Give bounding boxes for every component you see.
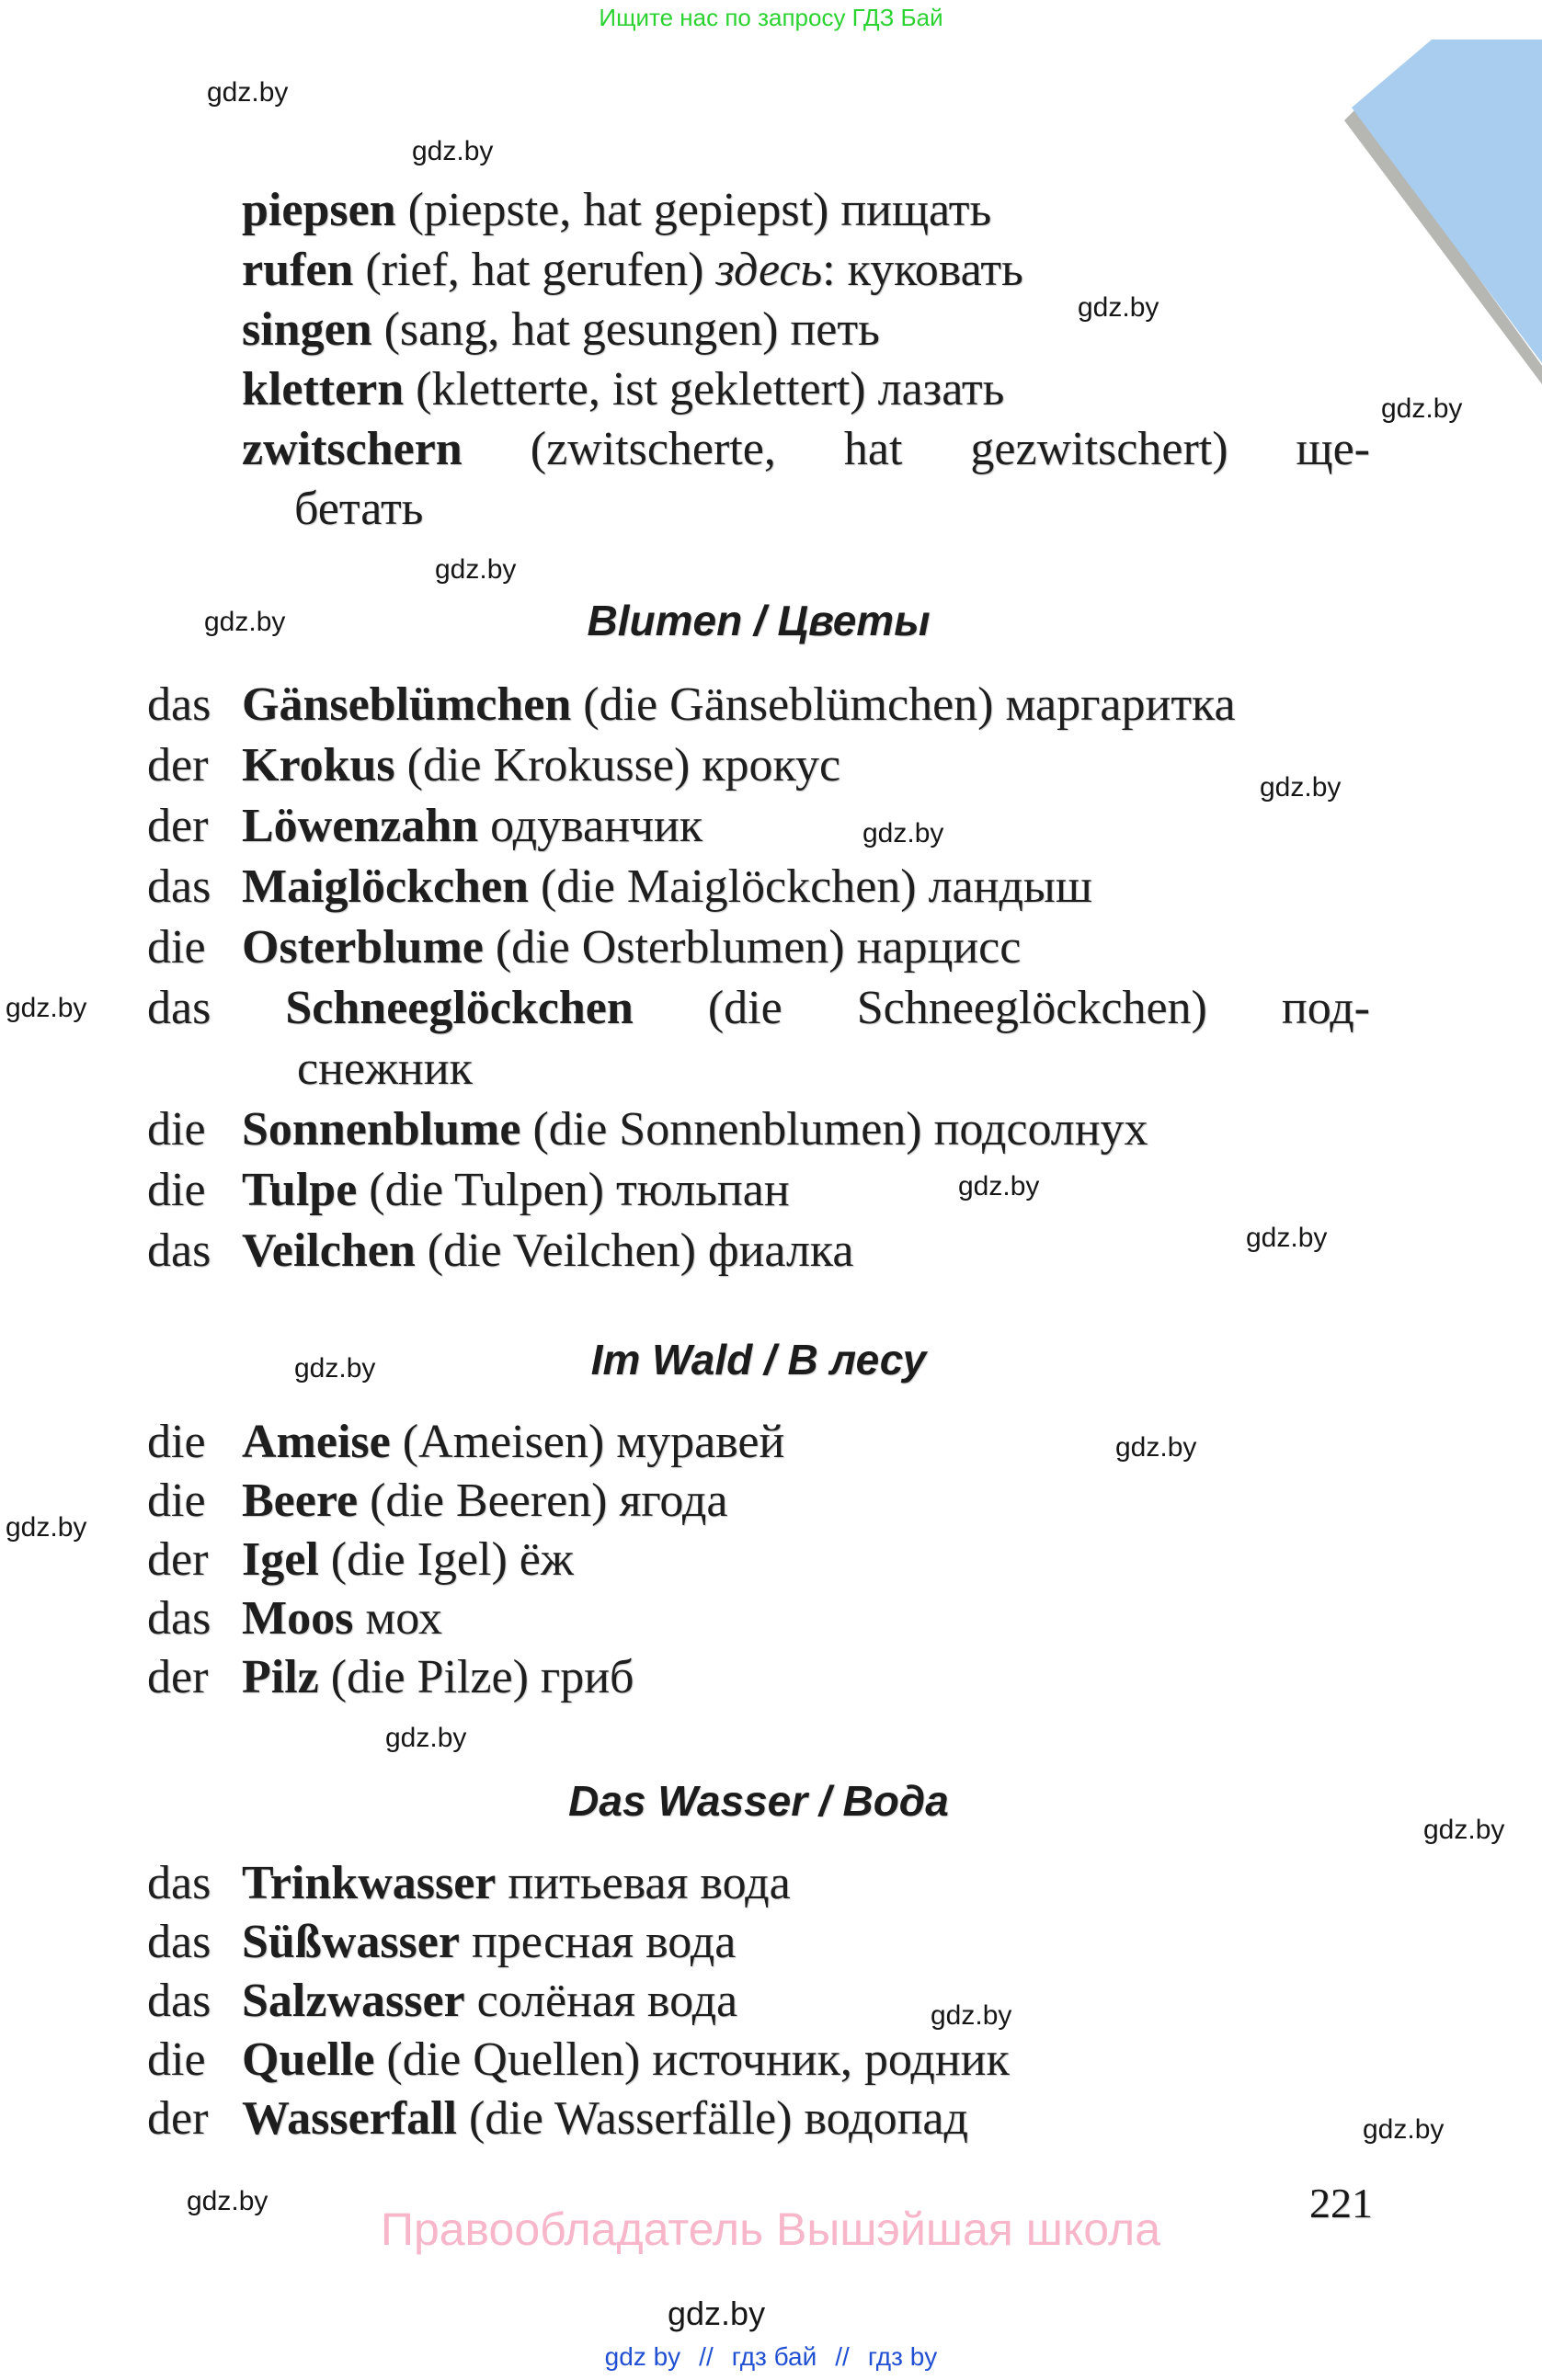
term-details: (Ameisen) муравей (390, 1416, 785, 1468)
term-details: (kletterte, ist geklettert) лазать (404, 363, 1005, 416)
gdz-watermark: gdz.by (1078, 292, 1159, 323)
article: das (147, 1224, 211, 1277)
section-heading-das-wasser: Das Wasser / Вода (568, 1777, 949, 1825)
article: der (147, 2092, 209, 2145)
row-text (242, 1913, 1370, 1972)
article: die (147, 1164, 206, 1216)
wrapped-syllable (242, 479, 1370, 539)
gdz-watermark: gdz.by (187, 2186, 268, 2216)
term-details: (die Quellen) источник, родник (374, 2033, 1010, 2086)
german-term: Sonnenblume (242, 1103, 521, 1156)
footer-links (0, 2342, 1542, 2372)
gdz-watermark: gdz.by (1260, 772, 1342, 803)
vocab-line (242, 419, 1370, 479)
term-details: (sang, hat gesungen) петь (371, 303, 880, 356)
row-text (242, 1221, 1370, 1281)
wrapped-syllable-text: снежник (297, 1042, 473, 1095)
german-term: Tulpe (242, 1164, 358, 1216)
german-term: Gänseblümchen (242, 678, 572, 731)
copyright-notice: Правообладатель Вышэйшая школа (381, 2203, 1160, 2255)
term-details: (die Beeren) ягода (358, 1475, 728, 1527)
article: das (147, 1592, 211, 1645)
article: das (147, 860, 211, 913)
term-details: (rief, hat gerufen) (353, 244, 716, 296)
gdz-watermark: gdz.by (1363, 2114, 1445, 2145)
row-text (242, 1160, 1370, 1221)
row-text (242, 1099, 1370, 1160)
vocab-row (147, 675, 1370, 735)
term-details: (die Tulpen) тюльпан (357, 1164, 790, 1216)
vocab-line (242, 300, 1370, 359)
vocab-row (147, 1972, 1370, 2031)
row-text (242, 2090, 1370, 2148)
article: das (147, 678, 211, 731)
corner-blue-shape (1352, 40, 1542, 363)
vocab-row (147, 796, 1370, 857)
page-number: 221 (1309, 2180, 1373, 2226)
note-tail: : куковать (822, 244, 1023, 296)
vocab-row (147, 1589, 1370, 1648)
article: die (147, 1416, 206, 1468)
german-term: piepsen (242, 184, 396, 236)
gdz-watermark: gdz.by (1423, 1815, 1505, 1845)
gdz-watermark: gdz.by (435, 554, 517, 585)
article: das (147, 982, 211, 1034)
row-text (242, 917, 1370, 978)
vocab-row (147, 1854, 1370, 1913)
vocab-row (147, 1913, 1370, 1972)
german-term: Wasserfall (242, 2092, 457, 2145)
german-term: Veilchen (242, 1224, 416, 1277)
article: der (147, 1651, 209, 1703)
footer-link-gdz-by[interactable]: gdz by (604, 2342, 681, 2371)
footer-link-gdz-by2[interactable]: гдз by (867, 2342, 938, 2371)
german-term: Igel (242, 1533, 319, 1586)
german-term: Ameise (242, 1416, 391, 1468)
vocab-row (147, 2090, 1370, 2148)
german-term: Trinkwasser (242, 1857, 497, 1909)
term-details: (zwitscherte, hat gezwitschert) ще- (462, 423, 1370, 475)
term-details: (die Gänseblümchen) маргаритка (571, 678, 1236, 731)
vocab-list-das-wasser (147, 1854, 1370, 2148)
article: die (147, 1103, 206, 1156)
german-term: Löwenzahn (242, 800, 479, 852)
vocab-row (147, 1221, 1370, 1281)
vocab-row (147, 857, 1370, 917)
row-text (242, 1472, 1370, 1531)
german-term: Beere (242, 1475, 359, 1527)
vocab-row (147, 1472, 1370, 1531)
gdz-watermark: gdz.by (862, 818, 944, 848)
term-details: (die Veilchen) фиалка (415, 1224, 854, 1277)
german-term: klettern (242, 363, 405, 416)
article: die (147, 921, 206, 974)
article: das (147, 1916, 211, 1968)
term-details: (die Maiglöckchen) ландыш (528, 860, 1092, 913)
banner-text: Ищите нас по запросу ГДЗ Бай (599, 4, 943, 31)
wrapped-syllable-text: бетать (294, 483, 424, 535)
article: der (147, 1533, 209, 1586)
term-details: (die Osterblumen) нарцисс (483, 921, 1022, 974)
term-details: питьевая вода (496, 1857, 791, 1909)
german-term: Maiglöckchen (242, 860, 529, 913)
gdz-watermark: gdz.by (412, 136, 494, 166)
term-details: (piepste, hat gepiepst) пищать (395, 184, 992, 236)
gdz-watermark: gdz.by (1115, 1432, 1197, 1463)
german-term: zwitschern (242, 423, 463, 475)
row-text (242, 735, 1370, 796)
article: das (147, 1975, 211, 2027)
vocab-line (242, 240, 1370, 300)
row-text (242, 1854, 1370, 1913)
verb-vocabulary-list (242, 180, 1370, 539)
term-details: (die Igel) ёж (318, 1533, 574, 1586)
term-details: (die Schneeglöckchen) под- (633, 982, 1370, 1034)
gdz-watermark: gdz.by (958, 1171, 1040, 1201)
row-text (242, 1531, 1370, 1589)
vocab-row (147, 735, 1370, 796)
gdz-watermark: gdz.by (931, 2000, 1012, 2031)
term-details: солёная вода (464, 1975, 738, 2027)
article: das (147, 1857, 211, 1909)
gdz-watermark: gdz.by (207, 77, 289, 108)
vocab-row (147, 917, 1370, 978)
term-details: (die Krokusse) крокус (394, 739, 841, 791)
row-text (242, 1972, 1370, 2031)
gdz-watermark: gdz.by (385, 1723, 467, 1753)
row-text (242, 2031, 1370, 2090)
vocab-row (147, 1160, 1370, 1221)
german-term: Pilz (242, 1651, 319, 1703)
vocab-row (147, 1099, 1370, 1160)
german-term: Moos (242, 1592, 354, 1645)
term-details: пресная вода (459, 1916, 737, 1968)
gdz-watermark: gdz.by (6, 1512, 87, 1543)
row-text (242, 857, 1370, 917)
german-term: Schneeglöckchen (285, 982, 634, 1034)
german-term: Süßwasser (242, 1916, 460, 1968)
vocab-line (242, 359, 1370, 419)
term-details: одуванчик (478, 800, 703, 852)
term-details: (die Pilze) гриб (318, 1651, 634, 1703)
vocab-row (147, 1648, 1370, 1707)
section-heading-im-wald: Im Wald / В лесу (590, 1336, 927, 1384)
footer-link-gdz-bai[interactable]: гдз бай (731, 2342, 817, 2371)
gdz-watermark: gdz.by (1246, 1223, 1328, 1253)
row-text (242, 675, 1370, 735)
german-term: Salzwasser (242, 1975, 465, 2027)
link-separator: // (699, 2342, 714, 2371)
term-details: (die Wasserfälle) водопад (456, 2092, 968, 2145)
article: der (147, 800, 209, 852)
gdz-watermark: gdz.by (1381, 393, 1463, 424)
german-term: singen (242, 303, 372, 356)
italic-note: здесь (715, 244, 823, 296)
german-term: Quelle (242, 2033, 375, 2086)
german-term: Krokus (242, 739, 395, 791)
gdz-watermark: gdz.by (204, 607, 286, 637)
gdz-watermark-large: gdz.by (668, 2295, 766, 2332)
gdz-watermark: gdz.by (294, 1353, 376, 1384)
vocab-row (147, 2031, 1370, 2090)
term-details: мох (353, 1592, 442, 1645)
vocab-line (242, 180, 1370, 240)
vocab-row (147, 978, 1370, 1039)
section-heading-blumen: Blumen / Цветы (587, 597, 931, 644)
wrapped-syllable (147, 1039, 1370, 1099)
vocab-list-blumen (147, 675, 1370, 1281)
german-term: rufen (242, 244, 354, 296)
row-text (242, 1648, 1370, 1707)
row-text (242, 796, 1370, 857)
link-separator: // (835, 2342, 850, 2371)
gdz-watermark: gdz.by (6, 993, 87, 1023)
article: die (147, 1475, 206, 1527)
vocab-row (147, 1531, 1370, 1589)
article: der (147, 739, 209, 791)
row-text (242, 1589, 1370, 1648)
article: die (147, 2033, 206, 2086)
term-details: (die Sonnenblumen) подсолнух (520, 1103, 1148, 1156)
row-text (242, 1413, 1370, 1472)
german-term: Osterblume (242, 921, 484, 974)
